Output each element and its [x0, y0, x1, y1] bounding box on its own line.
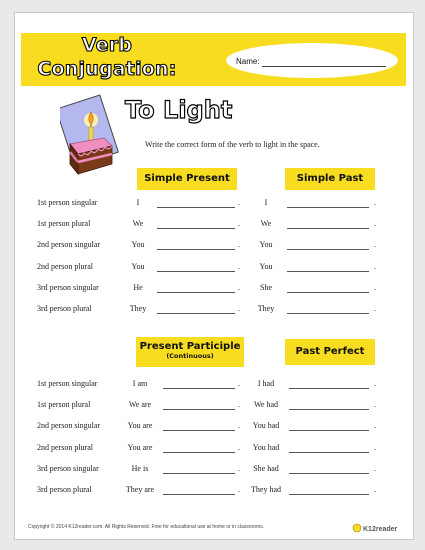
row-label: 1st person plural: [37, 400, 91, 410]
period: .: [238, 400, 240, 410]
period: .: [374, 485, 376, 494]
period: .: [238, 379, 240, 388]
left-answer-blank[interactable]: [163, 430, 235, 431]
right-answer-blank[interactable]: [287, 249, 369, 250]
simple-present-header: [137, 168, 237, 190]
birthday-cake-candle-icon: [60, 94, 120, 184]
row-label: 1st person singular: [37, 379, 98, 388]
worksheet-page: [14, 12, 414, 540]
left-pronoun: He: [133, 282, 143, 292]
left-pronoun: We are: [128, 400, 152, 410]
left-pronoun: You are: [127, 442, 153, 452]
right-pronoun: You: [259, 261, 273, 271]
left-answer-blank[interactable]: [163, 494, 235, 495]
simple-past-header-label: Simple Past: [296, 173, 364, 184]
period: .: [374, 304, 376, 313]
left-pronoun: I am: [132, 379, 148, 388]
right-answer-blank[interactable]: [289, 494, 369, 495]
row-label: 1st person singular: [37, 198, 98, 207]
period: .: [374, 261, 376, 271]
present-participle-header: [136, 337, 244, 367]
present-participle-subheader: (Continuous): [166, 352, 214, 360]
right-answer-blank[interactable]: [287, 207, 369, 208]
simple-past-header: [285, 168, 375, 190]
right-answer-blank[interactable]: [289, 409, 369, 410]
period: .: [374, 219, 376, 229]
right-pronoun: You had: [252, 442, 280, 452]
name-label: Name:: [236, 57, 260, 66]
right-answer-blank[interactable]: [289, 430, 369, 431]
left-pronoun: I: [136, 198, 140, 207]
period: .: [238, 219, 240, 229]
right-pronoun: You: [259, 240, 273, 250]
left-answer-blank[interactable]: [157, 271, 235, 272]
period: .: [238, 421, 240, 431]
right-answer-blank[interactable]: [287, 271, 369, 272]
right-pronoun: I had: [257, 379, 275, 388]
left-answer-blank[interactable]: [157, 249, 235, 250]
left-pronoun: He is: [131, 463, 149, 473]
past-perfect-header-label: Past Perfect: [295, 346, 365, 357]
period: .: [374, 379, 376, 388]
period: .: [238, 261, 240, 271]
row-label: 2nd person singular: [37, 421, 101, 431]
right-pronoun: We: [260, 219, 272, 229]
right-pronoun: She had: [253, 463, 279, 473]
period: .: [374, 400, 376, 410]
left-pronoun: They: [129, 304, 147, 313]
left-answer-blank[interactable]: [163, 388, 235, 389]
title-line-2: Conjugation:: [37, 58, 177, 80]
row-label: 3rd person plural: [37, 304, 92, 313]
copyright-notice: Copyright © 2014 K12reader.com. All Rights Reserved. Free for educational use at home or in classrooms.: [28, 524, 265, 530]
k12reader-logo: [352, 521, 402, 533]
period: .: [238, 240, 240, 250]
right-answer-blank[interactable]: [289, 452, 369, 453]
row-label: 2nd person plural: [37, 261, 93, 271]
right-pronoun: They: [257, 304, 275, 313]
simple-present-header-label: Simple Present: [144, 173, 230, 184]
left-answer-blank[interactable]: [157, 292, 235, 293]
row-label: 2nd person singular: [37, 240, 101, 250]
left-answer-blank[interactable]: [163, 473, 235, 474]
left-answer-blank[interactable]: [163, 409, 235, 410]
period: .: [238, 198, 240, 207]
left-pronoun: You: [131, 240, 145, 250]
left-pronoun: You are: [127, 421, 153, 431]
past-perfect-header: [285, 339, 375, 365]
period: .: [374, 198, 376, 207]
right-answer-blank[interactable]: [289, 473, 369, 474]
left-answer-blank[interactable]: [157, 228, 235, 229]
right-pronoun: They had: [251, 485, 281, 494]
period: .: [374, 282, 376, 292]
period: .: [374, 240, 376, 250]
right-pronoun: You had: [252, 421, 280, 431]
row-label: 2nd person plural: [37, 442, 93, 452]
row-label: 3rd person plural: [37, 485, 92, 494]
period: .: [238, 485, 240, 494]
present-participle-header-label: Present Participle: [139, 341, 241, 352]
left-answer-blank[interactable]: [157, 207, 235, 208]
left-pronoun: They are: [125, 485, 155, 494]
period: .: [374, 463, 376, 473]
right-pronoun: We had: [253, 400, 278, 410]
right-answer-blank[interactable]: [287, 228, 369, 229]
logo-text: K12reader: [363, 526, 398, 533]
right-pronoun: I: [264, 198, 268, 207]
period: .: [238, 282, 240, 292]
verb-title: To Light: [125, 96, 233, 124]
right-answer-blank[interactable]: [289, 388, 369, 389]
right-pronoun: She: [260, 282, 272, 292]
name-input-line[interactable]: [262, 66, 386, 67]
left-pronoun: We: [132, 219, 144, 229]
period: .: [238, 304, 240, 313]
period: .: [374, 421, 376, 431]
left-answer-blank[interactable]: [157, 313, 235, 314]
period: .: [238, 442, 240, 452]
row-label: 1st person plural: [37, 219, 91, 229]
right-answer-blank[interactable]: [287, 313, 369, 314]
row-label: 3rd person singular: [37, 463, 99, 473]
period: .: [374, 442, 376, 452]
period: .: [238, 463, 240, 473]
title-line-1: Verb: [81, 34, 133, 56]
right-answer-blank[interactable]: [287, 292, 369, 293]
row-label: 3rd person singular: [37, 282, 99, 292]
left-pronoun: You: [131, 261, 145, 271]
left-answer-blank[interactable]: [163, 452, 235, 453]
instructions: Write the correct form of the verb to light in the space.: [145, 140, 320, 149]
